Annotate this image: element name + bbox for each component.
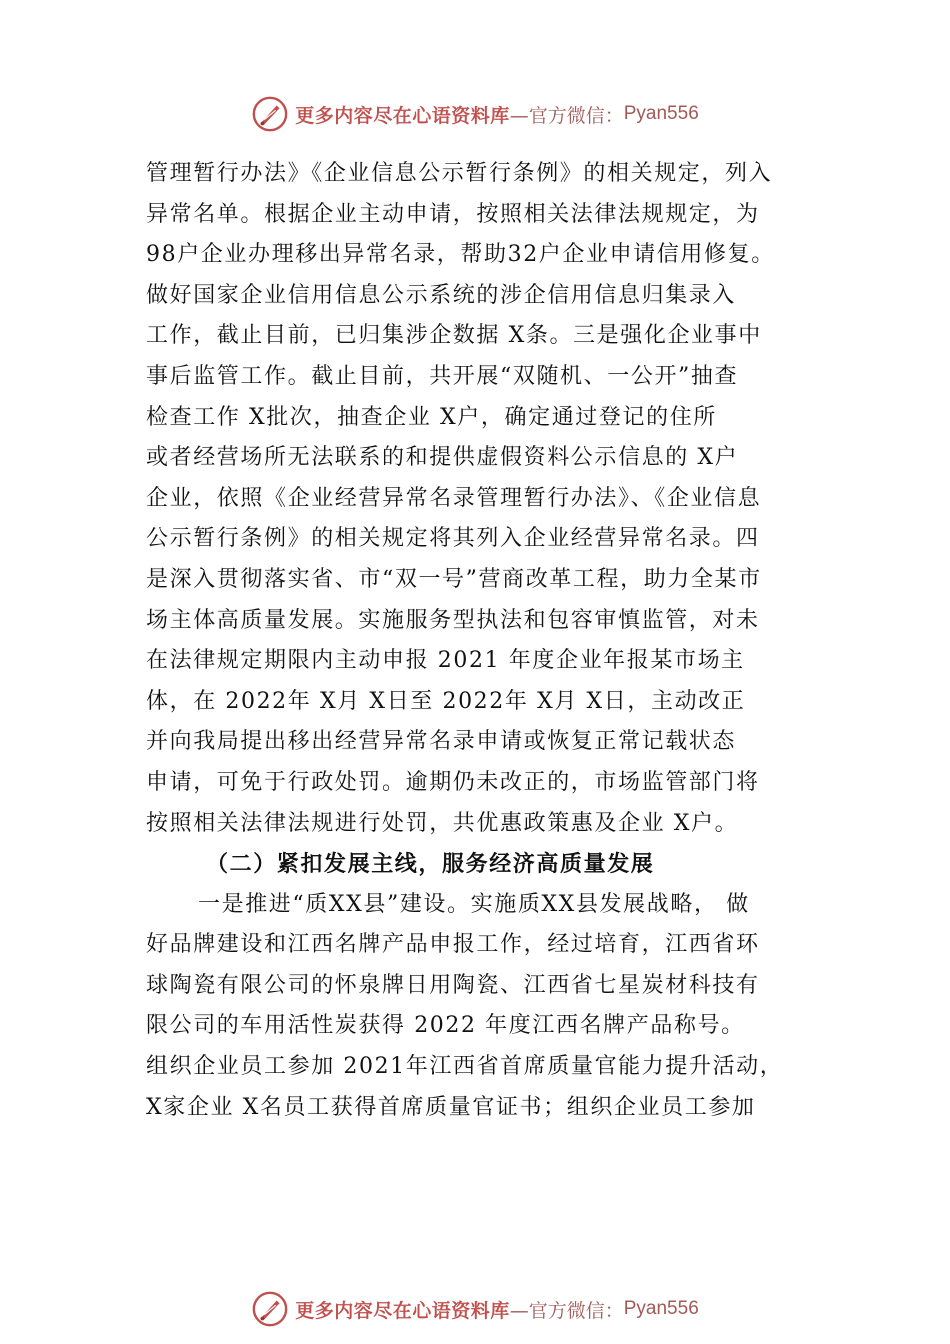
watermark-brand: 更多内容尽在心语资料库 (295, 104, 510, 127)
text-line: 异常名单。根据企业主动申请，按照相关法律法规规定，为 (146, 201, 760, 227)
document-body (146, 154, 826, 1128)
watermark-suffix: —官方微信： (509, 1299, 624, 1322)
text-line: 并向我局提出移出经营异常名录申请或恢复正常记载状态 (146, 729, 737, 755)
watermark-suffix: —官方微信： (509, 104, 624, 127)
text-line: 好品牌建设和江西名牌产品申报工作，经过培育，江西省环 (146, 932, 760, 958)
text-line: 在法律规定期限内主动申报 2021 年度企业年报某市场主 (146, 648, 745, 674)
header-watermark (0, 94, 950, 134)
text-line: 按照相关法律法规进行处罚，共优惠政策惠及企业 X户。 (146, 810, 739, 836)
text-line: 球陶瓷有限公司的怀泉牌日用陶瓷、江西省七星炭材科技有 (146, 972, 760, 998)
text-line: 企业，依照《企业经营异常名录管理暂行办法》、《企业信息 (146, 485, 762, 511)
section-heading: （二）紧扣发展主线，服务经济高质量发展 (206, 851, 655, 878)
text-line: 场主体高质量发展。实施服务型执法和包容审慎监管，对未 (146, 607, 760, 633)
text-line: 是深入贯彻落实省、市“双一号”营商改革工程，助力全某市 (146, 566, 762, 592)
footer-watermark (0, 1289, 950, 1329)
quill-seal-icon (251, 95, 289, 133)
text-line: 公示暂行条例》的相关规定将其列入企业经营异常名录。四 (146, 526, 760, 552)
text-line: 组织企业员工参加 2021年江西省首席质量官能力提升活动， (146, 1054, 784, 1080)
text-line: 检查工作 X批次，抽查企业 X户，确定通过登记的住所 (146, 404, 717, 430)
text-line: 或者经营场所无法联系的和提供虚假资料公示信息的 X户 (146, 445, 739, 471)
text-line: 管理暂行办法》《企业信息公示暂行条例》的相关规定，列入 (146, 161, 773, 186)
text-line: 体，在 2022年 X月 X日至 2022年 X月 X日，主动改正 (146, 688, 746, 714)
text-line: 做好国家企业信用信息公示系统的涉企信用信息归集录入 (146, 282, 737, 308)
text-line: 一是推进“质XX县”建设。实施质XX县发展战略， 做 (198, 891, 750, 917)
text-line: X家企业 X名员工获得首席质量官证书；组织企业员工参加 (146, 1094, 756, 1120)
watermark-wechat-id: Pyan556 (623, 1298, 699, 1319)
text-line: 98户企业办理移出异常名录，帮助32户企业申请信用修复。 (146, 242, 775, 268)
text-line: 申请，可免于行政处罚。逾期仍未改正的，市场监管部门将 (146, 769, 760, 795)
text-line: 事后监管工作。截止目前，共开展“双随机、一公开”抽查 (146, 363, 739, 389)
text-line: 限公司的车用活性炭获得 2022 年度江西名牌产品称号。 (146, 1013, 745, 1039)
watermark-wechat-id: Pyan556 (623, 103, 699, 124)
watermark-brand: 更多内容尽在心语资料库 (295, 1299, 510, 1322)
quill-seal-icon (251, 1290, 289, 1328)
text-line: 工作，截止目前，已归集涉企数据 X条。三是强化企业事中 (146, 323, 762, 349)
